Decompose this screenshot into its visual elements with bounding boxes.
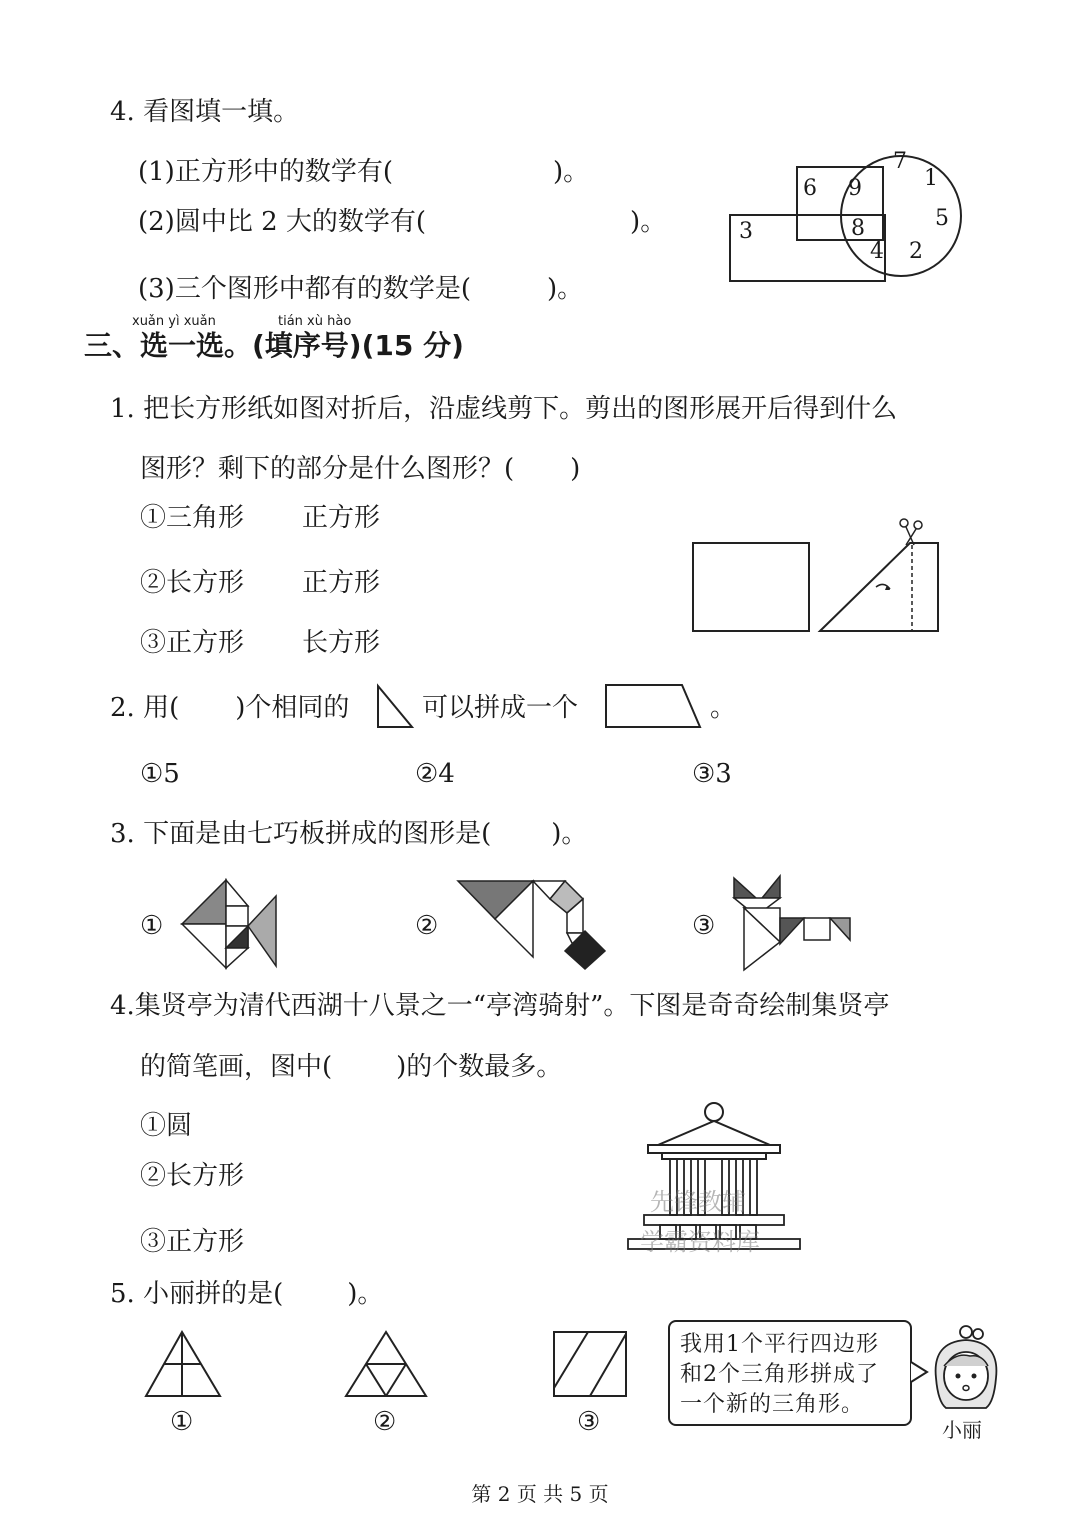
s3-stem: [110, 818, 587, 850]
s5-label-2[interactable]: ②: [373, 1407, 397, 1437]
s2-opt-3[interactable]: ③3: [692, 759, 732, 789]
s5-shape-2: [342, 1328, 432, 1400]
diagram-num: 8: [851, 216, 865, 241]
tangram-fish: [178, 876, 283, 972]
q4-part1-end: )。: [552, 157, 590, 187]
s5-shape-1: [142, 1328, 224, 1400]
s3-label-1[interactable]: ①: [140, 911, 164, 941]
s1-opt-1a[interactable]: ①三角形: [140, 503, 245, 533]
s2-end: 。: [710, 693, 737, 723]
s1-line2-end: ): [570, 454, 581, 484]
s4-opt-2[interactable]: ②长方形: [140, 1161, 245, 1191]
diagram-num: 7: [893, 149, 907, 174]
right-triangle-shape: [372, 683, 417, 731]
s1-opt-2b: 正方形: [302, 568, 381, 598]
speech-line-3: 一个新的三角形。: [680, 1392, 865, 1417]
diagram-num: 6: [803, 176, 817, 201]
s4-opt-1[interactable]: ①圆: [140, 1111, 193, 1141]
speech-line-2: 和2个三角形拼成了: [680, 1362, 879, 1387]
page-footer: 第 2 页 共 5 页: [471, 1482, 609, 1506]
s2-opt-2[interactable]: ②4: [415, 759, 455, 789]
s1-opt-1b: 正方形: [302, 503, 381, 533]
q4-part2-end: )。: [630, 207, 667, 237]
pinyin-2: tián xù hào: [278, 314, 352, 329]
q4-part1: [138, 156, 589, 188]
s1-opt-3b: 长方形: [302, 628, 381, 658]
s2-mid2: 可以拼成一个: [422, 693, 579, 723]
q4-part3: [138, 273, 583, 305]
s1-opt-3a[interactable]: ③正方形: [140, 628, 245, 658]
scissors-icon: [900, 519, 922, 545]
s5-label-3[interactable]: ③: [577, 1407, 601, 1437]
s1-opt-2a[interactable]: ②长方形: [140, 568, 245, 598]
s2-stem: [110, 692, 349, 724]
s1-line2: [140, 453, 580, 485]
s4-line2-text: 的简笔画，图中(: [140, 1052, 333, 1082]
q4-part2-text: (2)圆中比 2 大的数学有(: [138, 207, 427, 237]
q4-title: 4. 看图填一填。: [110, 97, 300, 127]
diagram-num: 9: [848, 176, 862, 201]
speech-bubble: [668, 1320, 912, 1426]
diagram-num: 2: [909, 239, 923, 264]
diagram-num: 1: [924, 166, 938, 191]
s2-pre: 2. 用(: [110, 693, 180, 723]
paper-rectangle: [693, 543, 809, 631]
diagram-num: 5: [935, 206, 949, 231]
speech-line-1: 我用1个平行四边形: [680, 1332, 879, 1357]
s5-label-1[interactable]: ①: [170, 1407, 194, 1437]
s1-figure: [690, 515, 950, 640]
girl-name: 小丽: [942, 1418, 982, 1442]
diagram-num: 4: [870, 239, 884, 264]
s3-label-3[interactable]: ③: [692, 911, 716, 941]
q4-part2: [138, 206, 666, 238]
s1-line2-text: 图形？剩下的部分是什么图形？(: [140, 454, 515, 484]
q4-part3-end: )。: [546, 274, 584, 304]
s4-line2: [140, 1051, 562, 1083]
s3-end: )。: [551, 819, 588, 849]
folded-paper: [820, 543, 938, 631]
s2-mid: )个相同的: [235, 693, 350, 723]
s4-line1: 4.集贤亭为清代西湖十八景之一“亭湾骑射”。下图是奇奇绘制集贤亭: [110, 991, 890, 1021]
q4-part1-text: (1)正方形中的数学有(: [138, 157, 393, 187]
pinyin-1: xuǎn yì xuǎn: [132, 314, 216, 329]
s3-label-2[interactable]: ②: [415, 911, 439, 941]
s5-text: 5. 小丽拼的是(: [110, 1279, 284, 1309]
girl-avatar: [926, 1322, 1006, 1414]
tangram-figure-2: [455, 877, 610, 972]
s4-opt-3[interactable]: ③正方形: [140, 1227, 245, 1257]
s5-stem: [110, 1278, 383, 1310]
diagram-num: 3: [739, 219, 753, 244]
q4-part3-text: (3)三个图形中都有的数学是(: [138, 274, 471, 304]
s3-text: 3. 下面是由七巧板拼成的图形是(: [110, 819, 492, 849]
s4-line2-end: )的个数最多。: [396, 1052, 563, 1082]
trapezoid-shape: [600, 681, 705, 731]
q4-diagram: [725, 140, 970, 290]
watermark-1: 先锋教辅: [650, 1188, 746, 1216]
s2-opt-1[interactable]: ①5: [140, 759, 180, 789]
s1-line1: 1. 把长方形纸如图对折后，沿虚线剪下。剪出的图形展开后得到什么: [110, 394, 898, 424]
s5-shape-3: [550, 1328, 630, 1400]
tangram-figure-3: [728, 872, 853, 974]
s5-end: )。: [347, 1279, 384, 1309]
section-title: 三、选一选。(填序号)(15 分): [84, 329, 464, 362]
watermark-2: 学霸资料库: [640, 1228, 760, 1256]
